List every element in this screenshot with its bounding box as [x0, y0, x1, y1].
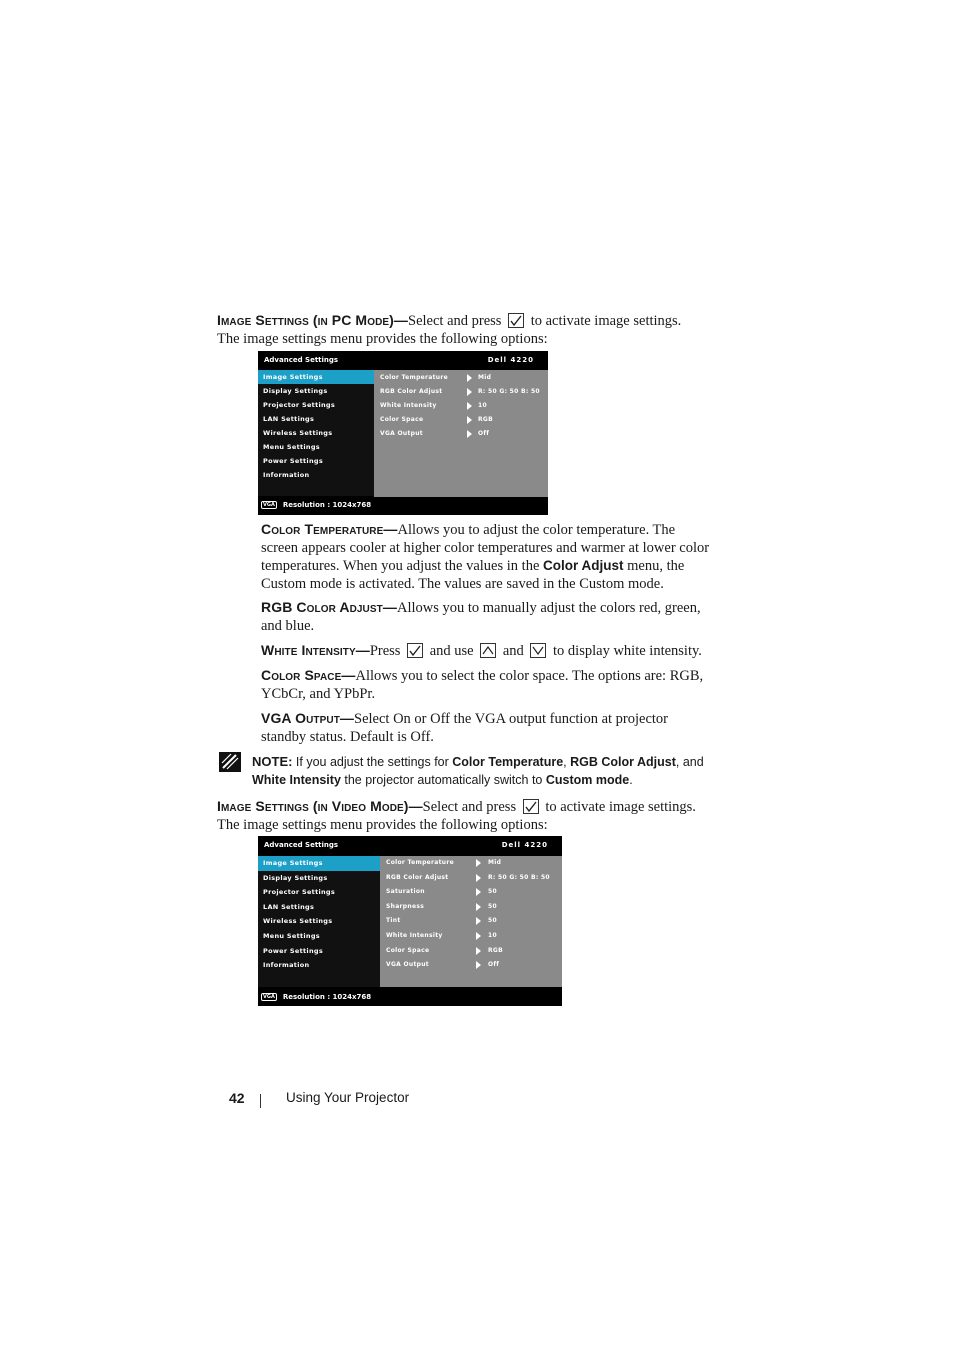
osd-option-row[interactable] — [374, 413, 548, 427]
osd-menu-item[interactable]: Projector Settings — [263, 888, 336, 897]
footer-title: Using Your Projector — [286, 1090, 410, 1105]
osd-menu-item[interactable]: Power Settings — [263, 946, 323, 955]
right-arrow-icon — [476, 888, 481, 896]
osd-option-row[interactable] — [380, 958, 562, 973]
osd-option-value: Off — [488, 961, 500, 969]
osd-option-label: Sharpness — [386, 902, 425, 910]
checkmark-icon — [407, 643, 423, 658]
osd-resolution: Resolution : 1024x768 — [282, 501, 372, 509]
color-temp-title: Color Temperature— — [261, 521, 398, 537]
osd-option-label: RGB Color Adjust — [380, 388, 443, 395]
osd-option-label: Tint — [386, 917, 401, 925]
checkmark-icon — [508, 313, 524, 328]
note-icon — [219, 752, 241, 772]
vga-output-desc: VGA Output—Select On or Off the VGA output function at projector standby status. Default is Off. — [261, 710, 668, 745]
osd-option-row[interactable] — [380, 871, 562, 886]
right-arrow-icon — [476, 859, 481, 867]
osd-option-label: Saturation — [386, 888, 425, 896]
right-arrow-icon — [476, 903, 481, 911]
osd-option-row[interactable] — [374, 399, 548, 413]
osd-main-menu — [258, 370, 374, 496]
osd-menu-item[interactable]: Information — [263, 961, 310, 970]
osd-options-panel — [380, 856, 562, 987]
osd-option-value: Mid — [478, 374, 492, 381]
osd-resolution: Resolution : 1024x768 — [282, 993, 372, 1001]
pc-mode-paragraph: Image Settings (in PC Mode)—Select and press to activate image settings. The image settings menu provides the following options: — [217, 312, 682, 347]
down-arrow-icon — [530, 643, 546, 658]
osd-header-title: Advanced Settings — [264, 841, 339, 849]
osd-option-value: Mid — [488, 859, 502, 866]
osd-menu-video — [258, 836, 562, 1006]
osd-menu-pc — [258, 351, 548, 515]
rgb-desc: RGB Color Adjust—Allows you to manually adjust the colors red, green, and blue. — [261, 599, 701, 634]
osd-option-label: RGB Color Adjust — [386, 873, 449, 881]
right-arrow-icon — [476, 961, 481, 969]
right-arrow-icon — [476, 932, 481, 940]
osd-option-row[interactable] — [380, 900, 562, 915]
up-arrow-icon — [480, 643, 496, 658]
video-mode-paragraph: Image Settings (in Video Mode)—Select and press to activate image settings. The image settings menu provides the following options: — [217, 798, 696, 833]
right-arrow-icon — [476, 917, 481, 925]
osd-option-label: White Intensity — [386, 931, 443, 939]
osd-option-row[interactable] — [380, 914, 562, 929]
right-arrow-icon — [476, 947, 481, 955]
rgb-title: RGB Color Adjust— — [261, 599, 397, 615]
osd-option-value: 50 — [488, 902, 497, 910]
right-arrow-icon — [476, 874, 481, 882]
osd-option-value: 50 — [488, 917, 497, 925]
right-arrow-icon — [467, 416, 472, 424]
osd-menu-item[interactable]: Wireless Settings — [263, 429, 333, 437]
osd-option-row[interactable] — [374, 385, 548, 399]
footer-divider — [260, 1094, 261, 1108]
color-space-title: Color Space— — [261, 667, 356, 683]
osd-menu-item[interactable]: Projector Settings — [263, 401, 336, 409]
osd-header-title: Advanced Settings — [264, 356, 339, 364]
osd-option-value: Off — [478, 430, 490, 437]
osd-menu-item[interactable]: LAN Settings — [263, 415, 315, 423]
vga-icon: VGA — [263, 994, 275, 1000]
right-arrow-icon — [467, 430, 472, 438]
osd-menu-item[interactable]: Power Settings — [263, 457, 323, 465]
right-arrow-icon — [467, 388, 472, 396]
osd-menu-item[interactable]: Wireless Settings — [263, 917, 333, 926]
osd-menu-item[interactable]: Image Settings — [258, 856, 380, 871]
right-arrow-icon — [467, 402, 472, 410]
white-intensity-desc: White Intensity—Press and use and to display white intensity. — [261, 642, 702, 659]
osd-option-label: VGA Output — [380, 430, 423, 437]
osd-option-value: RGB — [488, 946, 504, 954]
osd-option-label: VGA Output — [386, 961, 429, 969]
osd-option-label: White Intensity — [380, 402, 437, 409]
color-temp-desc: Color Temperature—Allows you to adjust the color temperature. The screen appears cooler at higher color temperatures and warmer at lower color temperatures. When you adjust the values in the Color Adjust menu, the Custom mode is activated. The values are saved in the Custom mode. — [261, 521, 710, 592]
color-space-desc: Color Space—Allows you to select the color space. The options are: RGB, YCbCr, and YPbPr. — [261, 667, 704, 702]
osd-menu-item[interactable]: LAN Settings — [263, 902, 315, 911]
osd-option-value: R: 50 G: 50 B: 50 — [488, 873, 550, 881]
osd-option-value: R: 50 G: 50 B: 50 — [478, 388, 540, 395]
osd-options-panel — [374, 370, 548, 497]
video-mode-heading: Image Settings (in Video Mode)— — [217, 798, 423, 814]
osd-option-value: 50 — [488, 888, 497, 896]
osd-option-label: Color Space — [386, 946, 430, 954]
osd-option-row[interactable] — [380, 856, 562, 871]
osd-main-menu — [258, 856, 380, 987]
right-arrow-icon — [467, 374, 472, 382]
note-text: NOTE: If you adjust the settings for Color Temperature, RGB Color Adjust, and White Intensity the projector automatically switch to Custom mode. — [252, 754, 704, 787]
osd-menu-item[interactable]: Menu Settings — [263, 931, 320, 940]
osd-option-row[interactable] — [374, 427, 548, 441]
osd-menu-item[interactable]: Display Settings — [263, 873, 328, 882]
osd-option-row[interactable] — [380, 885, 562, 900]
vga-output-title: VGA Output— — [261, 710, 355, 726]
osd-menu-item[interactable]: Image Settings — [258, 370, 374, 384]
osd-option-row[interactable] — [374, 371, 548, 385]
checkmark-icon — [523, 799, 539, 814]
osd-option-label: Color Space — [380, 416, 424, 423]
osd-option-value: 10 — [478, 402, 487, 409]
page-number: 42 — [229, 1090, 245, 1106]
osd-option-label: Color Temperature — [380, 374, 449, 381]
vga-icon: VGA — [263, 502, 275, 508]
osd-option-row[interactable] — [380, 929, 562, 944]
pc-mode-heading: Image Settings (in PC Mode)— — [217, 312, 409, 328]
white-intensity-title: White Intensity— — [261, 642, 370, 658]
osd-option-value: 10 — [488, 931, 497, 939]
osd-option-row[interactable] — [380, 944, 562, 959]
osd-menu-item[interactable]: Menu Settings — [263, 443, 320, 451]
osd-option-label: Color Temperature — [386, 859, 455, 866]
osd-menu-item[interactable]: Display Settings — [263, 387, 328, 395]
osd-menu-item[interactable]: Information — [263, 471, 310, 479]
osd-option-value: RGB — [478, 416, 494, 423]
osd-header-model: Dell 4220 — [487, 356, 534, 364]
osd-header-model: Dell 4220 — [501, 841, 548, 849]
